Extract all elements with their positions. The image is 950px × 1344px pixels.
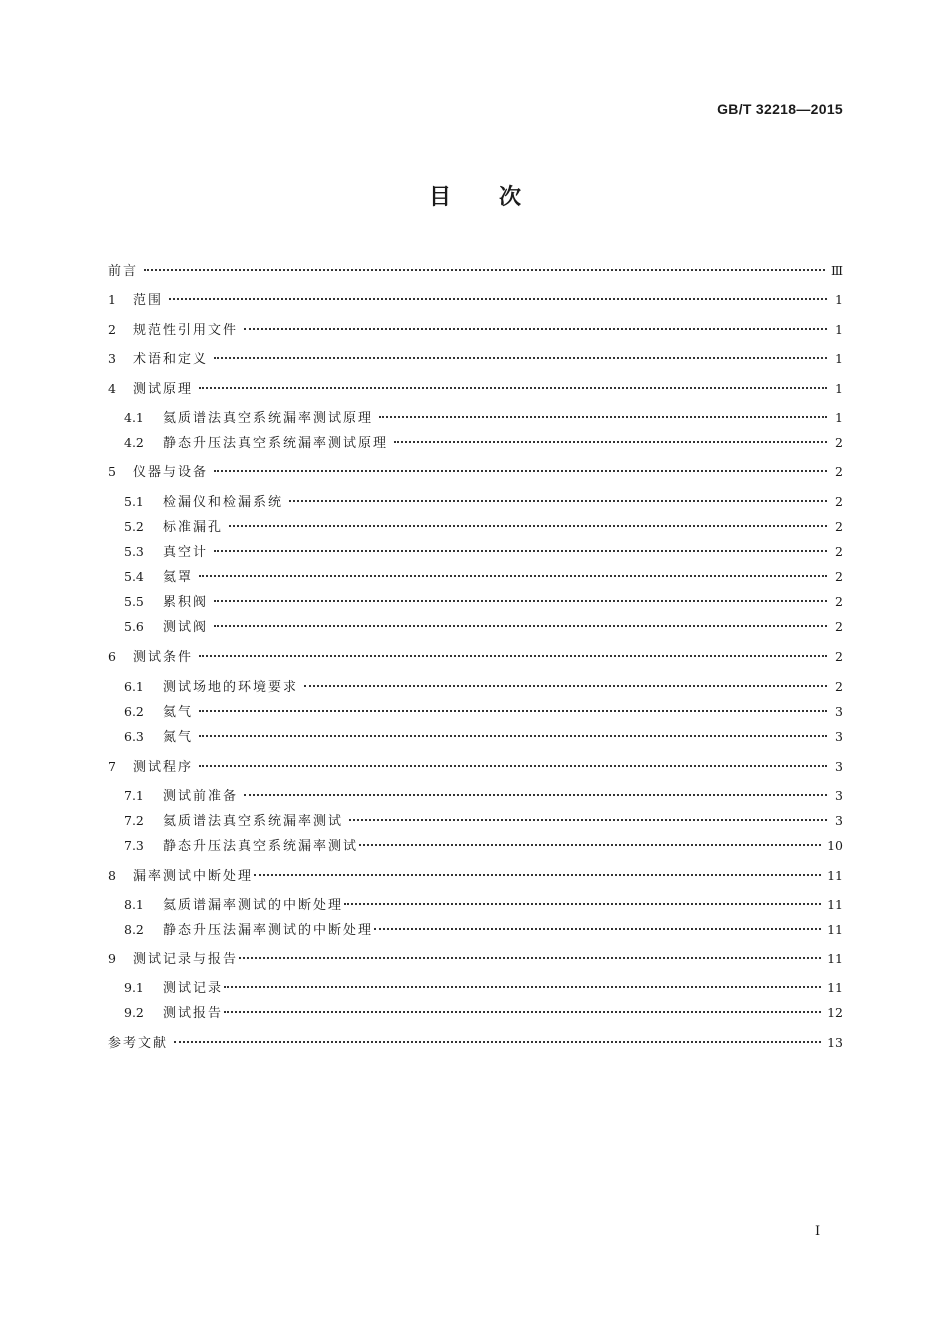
toc-entry-page: 11 — [827, 951, 843, 966]
toc-entry-page: 11 — [827, 980, 843, 995]
toc-entry-page: 2 — [835, 435, 843, 450]
toc-entry-label: 测试记录 — [163, 981, 224, 996]
toc-leader-dots — [374, 928, 821, 930]
toc-entry[interactable] — [108, 1033, 843, 1053]
toc-entry-page: 2 — [835, 649, 843, 664]
toc-entry-label: 累积阀 — [163, 595, 209, 610]
toc-entry-label: 测试记录与报告 — [133, 952, 239, 967]
toc-entry[interactable] — [124, 433, 843, 453]
toc-entry[interactable] — [124, 978, 843, 998]
toc-entry-number: 6 — [108, 649, 116, 664]
toc-entry[interactable] — [124, 492, 843, 512]
toc-entry[interactable] — [108, 757, 843, 777]
toc-entry-label: 参考文献 — [108, 1036, 169, 1051]
toc-entry-page: 1 — [835, 292, 843, 307]
toc-entry[interactable] — [124, 786, 843, 806]
toc-entry-label: 测试程序 — [133, 760, 194, 775]
toc-entry-page: 10 — [827, 838, 843, 853]
toc-entry-page: 2 — [835, 569, 843, 584]
toc-entry-page: 2 — [835, 544, 843, 559]
toc-entry-page: 2 — [835, 464, 843, 479]
toc-entry-label: 范围 — [133, 293, 164, 308]
toc-entry-label: 静态升压法真空系统漏率测试原理 — [163, 436, 389, 451]
toc-entry-number: 6.3 — [124, 729, 144, 744]
toc-leader-dots — [214, 600, 827, 602]
toc-entry[interactable] — [124, 836, 843, 856]
toc-entry[interactable] — [108, 949, 843, 969]
page-title: 目次 — [428, 185, 569, 210]
toc-entry[interactable] — [124, 677, 843, 697]
toc-entry-page: 2 — [835, 679, 843, 694]
toc-leader-dots — [344, 903, 821, 905]
toc-entry-number: 6.1 — [124, 679, 144, 694]
toc-entry-number: 5.2 — [124, 519, 144, 534]
page-folio: Ⅰ — [815, 1224, 821, 1239]
toc-leader-dots — [199, 710, 827, 712]
toc-entry[interactable] — [124, 542, 843, 562]
toc-leader-dots — [349, 819, 827, 821]
toc-entry-page: 1 — [835, 351, 843, 366]
toc-entry-page: 1 — [835, 322, 843, 337]
toc-leader-dots — [214, 625, 827, 627]
toc-entry[interactable] — [124, 408, 843, 428]
toc-entry-label: 测试阀 — [163, 620, 209, 635]
toc-leader-dots — [199, 575, 827, 577]
toc-entry-number: 5.6 — [124, 619, 144, 634]
toc-entry-number: 3 — [108, 351, 116, 366]
toc-leader-dots — [199, 387, 827, 389]
toc-leader-dots — [239, 957, 821, 959]
toc-leader-dots — [224, 986, 821, 988]
toc-entry-number: 7.3 — [124, 838, 144, 853]
toc-entry-number: 6.2 — [124, 704, 144, 719]
toc-entry-number: 9.1 — [124, 980, 144, 995]
toc-entry[interactable] — [108, 647, 843, 667]
toc-leader-dots — [214, 470, 827, 472]
toc-entry-page: 2 — [835, 494, 843, 509]
toc-entry-label: 漏率测试中断处理 — [133, 869, 254, 884]
toc-leader-dots — [254, 874, 821, 876]
toc-entry-label: 测试条件 — [133, 650, 194, 665]
toc-entry-number: 8.1 — [124, 897, 144, 912]
toc-entry-page: 3 — [835, 813, 843, 828]
toc-entry[interactable] — [108, 349, 843, 369]
toc-entry-page: 1 — [835, 381, 843, 396]
toc-entry-label: 测试原理 — [133, 382, 194, 397]
toc-entry-page: 11 — [827, 922, 843, 937]
toc-entry[interactable] — [124, 592, 843, 612]
toc-entry-page: 1 — [835, 410, 843, 425]
toc-entry-label: 氦罩 — [163, 570, 194, 585]
toc-entry-page: 3 — [835, 729, 843, 744]
toc-leader-dots — [359, 844, 821, 846]
toc-entry-label: 静态升压法真空系统漏率测试 — [163, 839, 359, 854]
toc-entry-number: 7.2 — [124, 813, 144, 828]
toc-entry-label: 标准漏孔 — [163, 520, 224, 535]
toc-entry-label: 氦质谱法真空系统漏率测试原理 — [163, 411, 374, 426]
toc-entry-number: 5.5 — [124, 594, 144, 609]
toc-entry-number: 2 — [108, 322, 116, 337]
toc-entry-label: 术语和定义 — [133, 352, 209, 367]
toc-entry-label: 检漏仪和检漏系统 — [163, 495, 284, 510]
toc-entry-page: 12 — [827, 1005, 843, 1020]
toc-leader-dots — [169, 298, 827, 300]
toc-entry[interactable] — [108, 261, 843, 281]
toc-entry-label: 规范性引用文件 — [133, 323, 239, 338]
toc-entry[interactable] — [124, 617, 843, 637]
toc-leader-dots — [244, 794, 827, 796]
toc-entry-number: 8.2 — [124, 922, 144, 937]
toc-entry-label: 测试前准备 — [163, 789, 239, 804]
toc-entry-number: 5 — [108, 464, 116, 479]
toc-entry-label: 真空计 — [163, 545, 209, 560]
toc-entry-page: 3 — [835, 704, 843, 719]
toc-leader-dots — [214, 550, 827, 552]
toc-entry[interactable] — [124, 920, 843, 940]
toc-entry-number: 4 — [108, 381, 116, 396]
toc-entry[interactable] — [124, 1003, 843, 1023]
toc-entry-number: 4.1 — [124, 410, 144, 425]
toc-entry-page: 2 — [835, 619, 843, 634]
toc-leader-dots — [289, 500, 827, 502]
toc-leader-dots — [394, 441, 827, 443]
toc-entry[interactable] — [108, 379, 843, 399]
toc-entry[interactable] — [124, 517, 843, 537]
toc-entry-page: 2 — [835, 594, 843, 609]
toc-entry-label: 静态升压法漏率测试的中断处理 — [163, 923, 374, 938]
toc-entry-page: Ⅲ — [830, 263, 843, 278]
toc-entry-label: 氦气 — [163, 705, 194, 720]
toc-entry[interactable] — [124, 895, 843, 915]
toc-leader-dots — [199, 765, 827, 767]
toc-leader-dots — [144, 269, 825, 271]
toc-entry-label: 氦质谱漏率测试的中断处理 — [163, 898, 344, 913]
toc-entry-number: 8 — [108, 868, 116, 883]
toc-entry-label: 氮气 — [163, 730, 194, 745]
toc-entry-number: 5.3 — [124, 544, 144, 559]
toc-leader-dots — [244, 328, 827, 330]
toc-entry-label: 测试场地的环境要求 — [163, 680, 299, 695]
toc-leader-dots — [224, 1011, 821, 1013]
toc-entry-page: 11 — [827, 897, 843, 912]
toc-leader-dots — [214, 357, 827, 359]
toc-entry[interactable] — [124, 811, 843, 831]
toc-entry[interactable] — [124, 727, 843, 747]
toc-leader-dots — [379, 416, 827, 418]
toc-entry-page: 3 — [835, 788, 843, 803]
toc-leader-dots — [199, 655, 827, 657]
toc-leader-dots — [174, 1041, 821, 1043]
toc-leader-dots — [199, 735, 827, 737]
toc-entry-page: 3 — [835, 759, 843, 774]
toc-entry-number: 4.2 — [124, 435, 144, 450]
toc-entry-page: 13 — [827, 1035, 843, 1050]
toc-entry-number: 9 — [108, 951, 116, 966]
toc-entry-label: 氦质谱法真空系统漏率测试 — [163, 814, 344, 829]
toc-entry-label: 仪器与设备 — [133, 465, 209, 480]
toc-entry[interactable] — [108, 320, 843, 340]
toc-leader-dots — [304, 685, 827, 687]
toc-entry[interactable] — [124, 567, 843, 587]
toc-entry-number: 7 — [108, 759, 116, 774]
toc-entry-number: 7.1 — [124, 788, 144, 803]
toc-entry-number: 1 — [108, 292, 116, 307]
toc-entry[interactable] — [108, 462, 843, 482]
standard-code: GB/T 32218—2015 — [717, 101, 843, 117]
toc-entry[interactable] — [124, 702, 843, 722]
toc-entry-page: 11 — [827, 868, 843, 883]
toc-entry-number: 5.4 — [124, 569, 144, 584]
toc-entry-number: 5.1 — [124, 494, 144, 509]
toc-entry-number: 9.2 — [124, 1005, 144, 1020]
toc-entry-label: 前言 — [108, 264, 139, 279]
toc-entry-label: 测试报告 — [163, 1006, 224, 1021]
toc-leader-dots — [229, 525, 827, 527]
toc-entry-page: 2 — [835, 519, 843, 534]
toc-entry[interactable] — [108, 290, 843, 310]
toc-entry[interactable] — [108, 866, 843, 886]
